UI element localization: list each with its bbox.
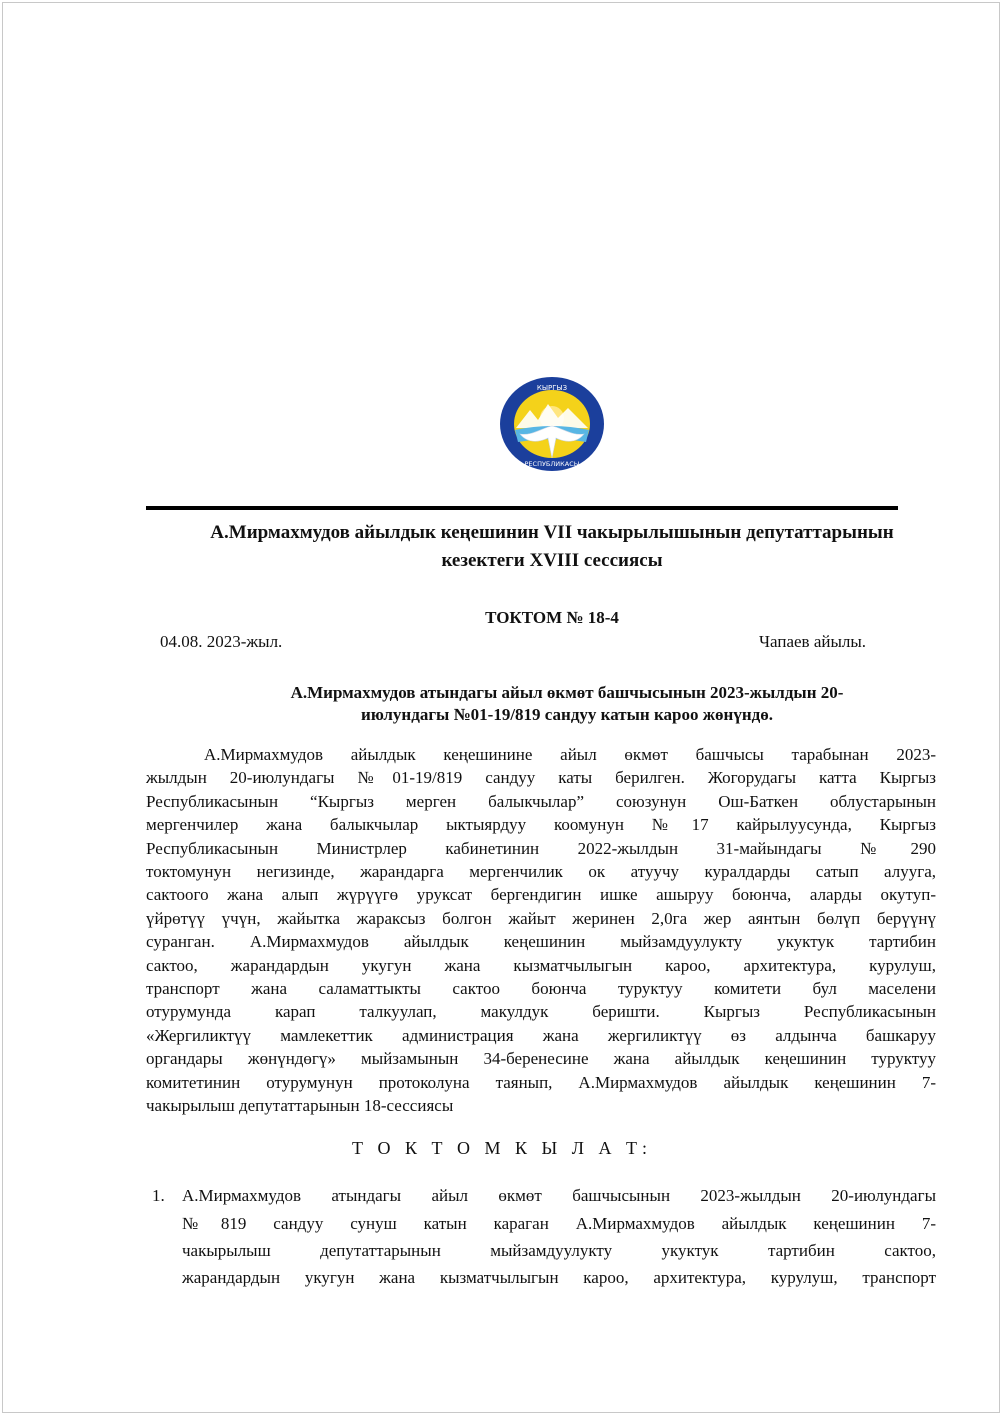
item-line: А.Мирмахмудов атындагы айыл өкмөт башчысынын 2023-жылдын 20-июлундагы — [182, 1186, 936, 1205]
body-line: комитетинин отурумунун протоколуна таянып, А.Мирмахмудов айылдык кеңешинин 7- — [146, 1073, 936, 1092]
decree-title: ТОКТОМ № 18-4 — [485, 608, 619, 627]
body-line: органдары жөнүндөгү» мыйзамынын 34-беренесине жана айылдык кеңешинин туруктуу — [146, 1049, 936, 1068]
header-rule — [146, 506, 898, 510]
council-heading-line-1: А.Мирмахмудов айылдык кеңешинин VII чакырылышынын депутаттарынын — [210, 522, 894, 543]
body-line: үйрөтүү үчүн, жайытка жараксыз болгон жайыт жеринен 2,0га жер аянтын бөлүп берүүнү — [146, 909, 936, 928]
decree-subject-line-1: А.Мирмахмудов атындагы айыл өкмөт башчысынын 2023-жылдын 20- — [290, 683, 844, 702]
body-line: Республикасынын “Кыргыз мерген балыкчылар” союзунун Ош-Баткен облустарынын — [146, 792, 936, 811]
body-line: А.Мирмахмудов айылдык кеңешинине айыл өкмөт башчысы тарабынан 2023- — [204, 745, 936, 764]
body-line: жылдын 20-июлундагы №01-19/819 сандуу каты берилген. Жогорудагы катта Кыргыз — [146, 768, 936, 787]
state-emblem-icon — [498, 376, 606, 472]
resolution-heading: Т О К Т О М К Ы Л А Т: — [352, 1138, 652, 1158]
item-line: №819 сандуу сунуш катын караган А.Мирмахмудов айылдык кеңешинин 7- — [182, 1214, 936, 1233]
item-line: жарандардын укугун жана кызматчылыгын кароо, архитектура, курулуш, транспорт — [182, 1268, 936, 1287]
body-line: мергенчилер жана балыкчылар ыктыярдуу коомунун №17 кайрылуусунда, Кыргыз — [146, 815, 936, 834]
decree-date: 04.08. 2023-жыл. — [160, 632, 283, 651]
item-number: 1. — [152, 1186, 165, 1205]
body-line: сактоо, жарандардын укугун жана кызматчылыгын кароо, архитектура, курулуш, — [146, 956, 936, 975]
body-line: «Жергиликтүү мамлекеттик администрация жана жергиликтүү өз алдынча башкаруу — [146, 1026, 936, 1045]
body-line: суранган. А.Мирмахмудов айылдык кеңешинин мыйзамдуулукту укуктук тартибин — [146, 932, 936, 951]
body-line: отурумунда карап талкуулап, макулдук беришти. Кыргыз Республикасынын — [146, 1002, 936, 1021]
body-line: чакырылыш депутаттарынын 18-сессиясы — [146, 1096, 454, 1115]
item-line: чакырылыш депутаттарынын мыйзамдуулукту укуктук тартибин сактоо, — [182, 1241, 936, 1260]
body-line: Республикасынын Министрлер кабинетинин 2022-жылдын 31-майындагы №290 — [146, 839, 936, 858]
emblem-bottom-text: РЕСПУБЛИКАСЫ — [524, 460, 580, 468]
body-line: токтомунун негизинде, жарандарга мергенчилик ок атуучу куралдарды сатып алууга, — [146, 862, 936, 881]
decree-place: Чапаев айылы. — [759, 632, 867, 651]
body-line: транспорт жана саламаттыкты сактоо боюнча туруктуу комитети бул маселени — [146, 979, 936, 998]
decree-subject-line-2: июлундагы №01-19/819 сандуу катын кароо жөнүндө. — [361, 705, 773, 724]
council-heading-line-2: кезектеги XVIII сессиясы — [441, 550, 663, 571]
emblem-top-text: КЫРГЫЗ — [536, 384, 568, 392]
body-line: сактоого жана алып жүрүүгө уруксат бергендигин ишке ашыруу боюнча, аларды окутуп- — [146, 885, 936, 904]
